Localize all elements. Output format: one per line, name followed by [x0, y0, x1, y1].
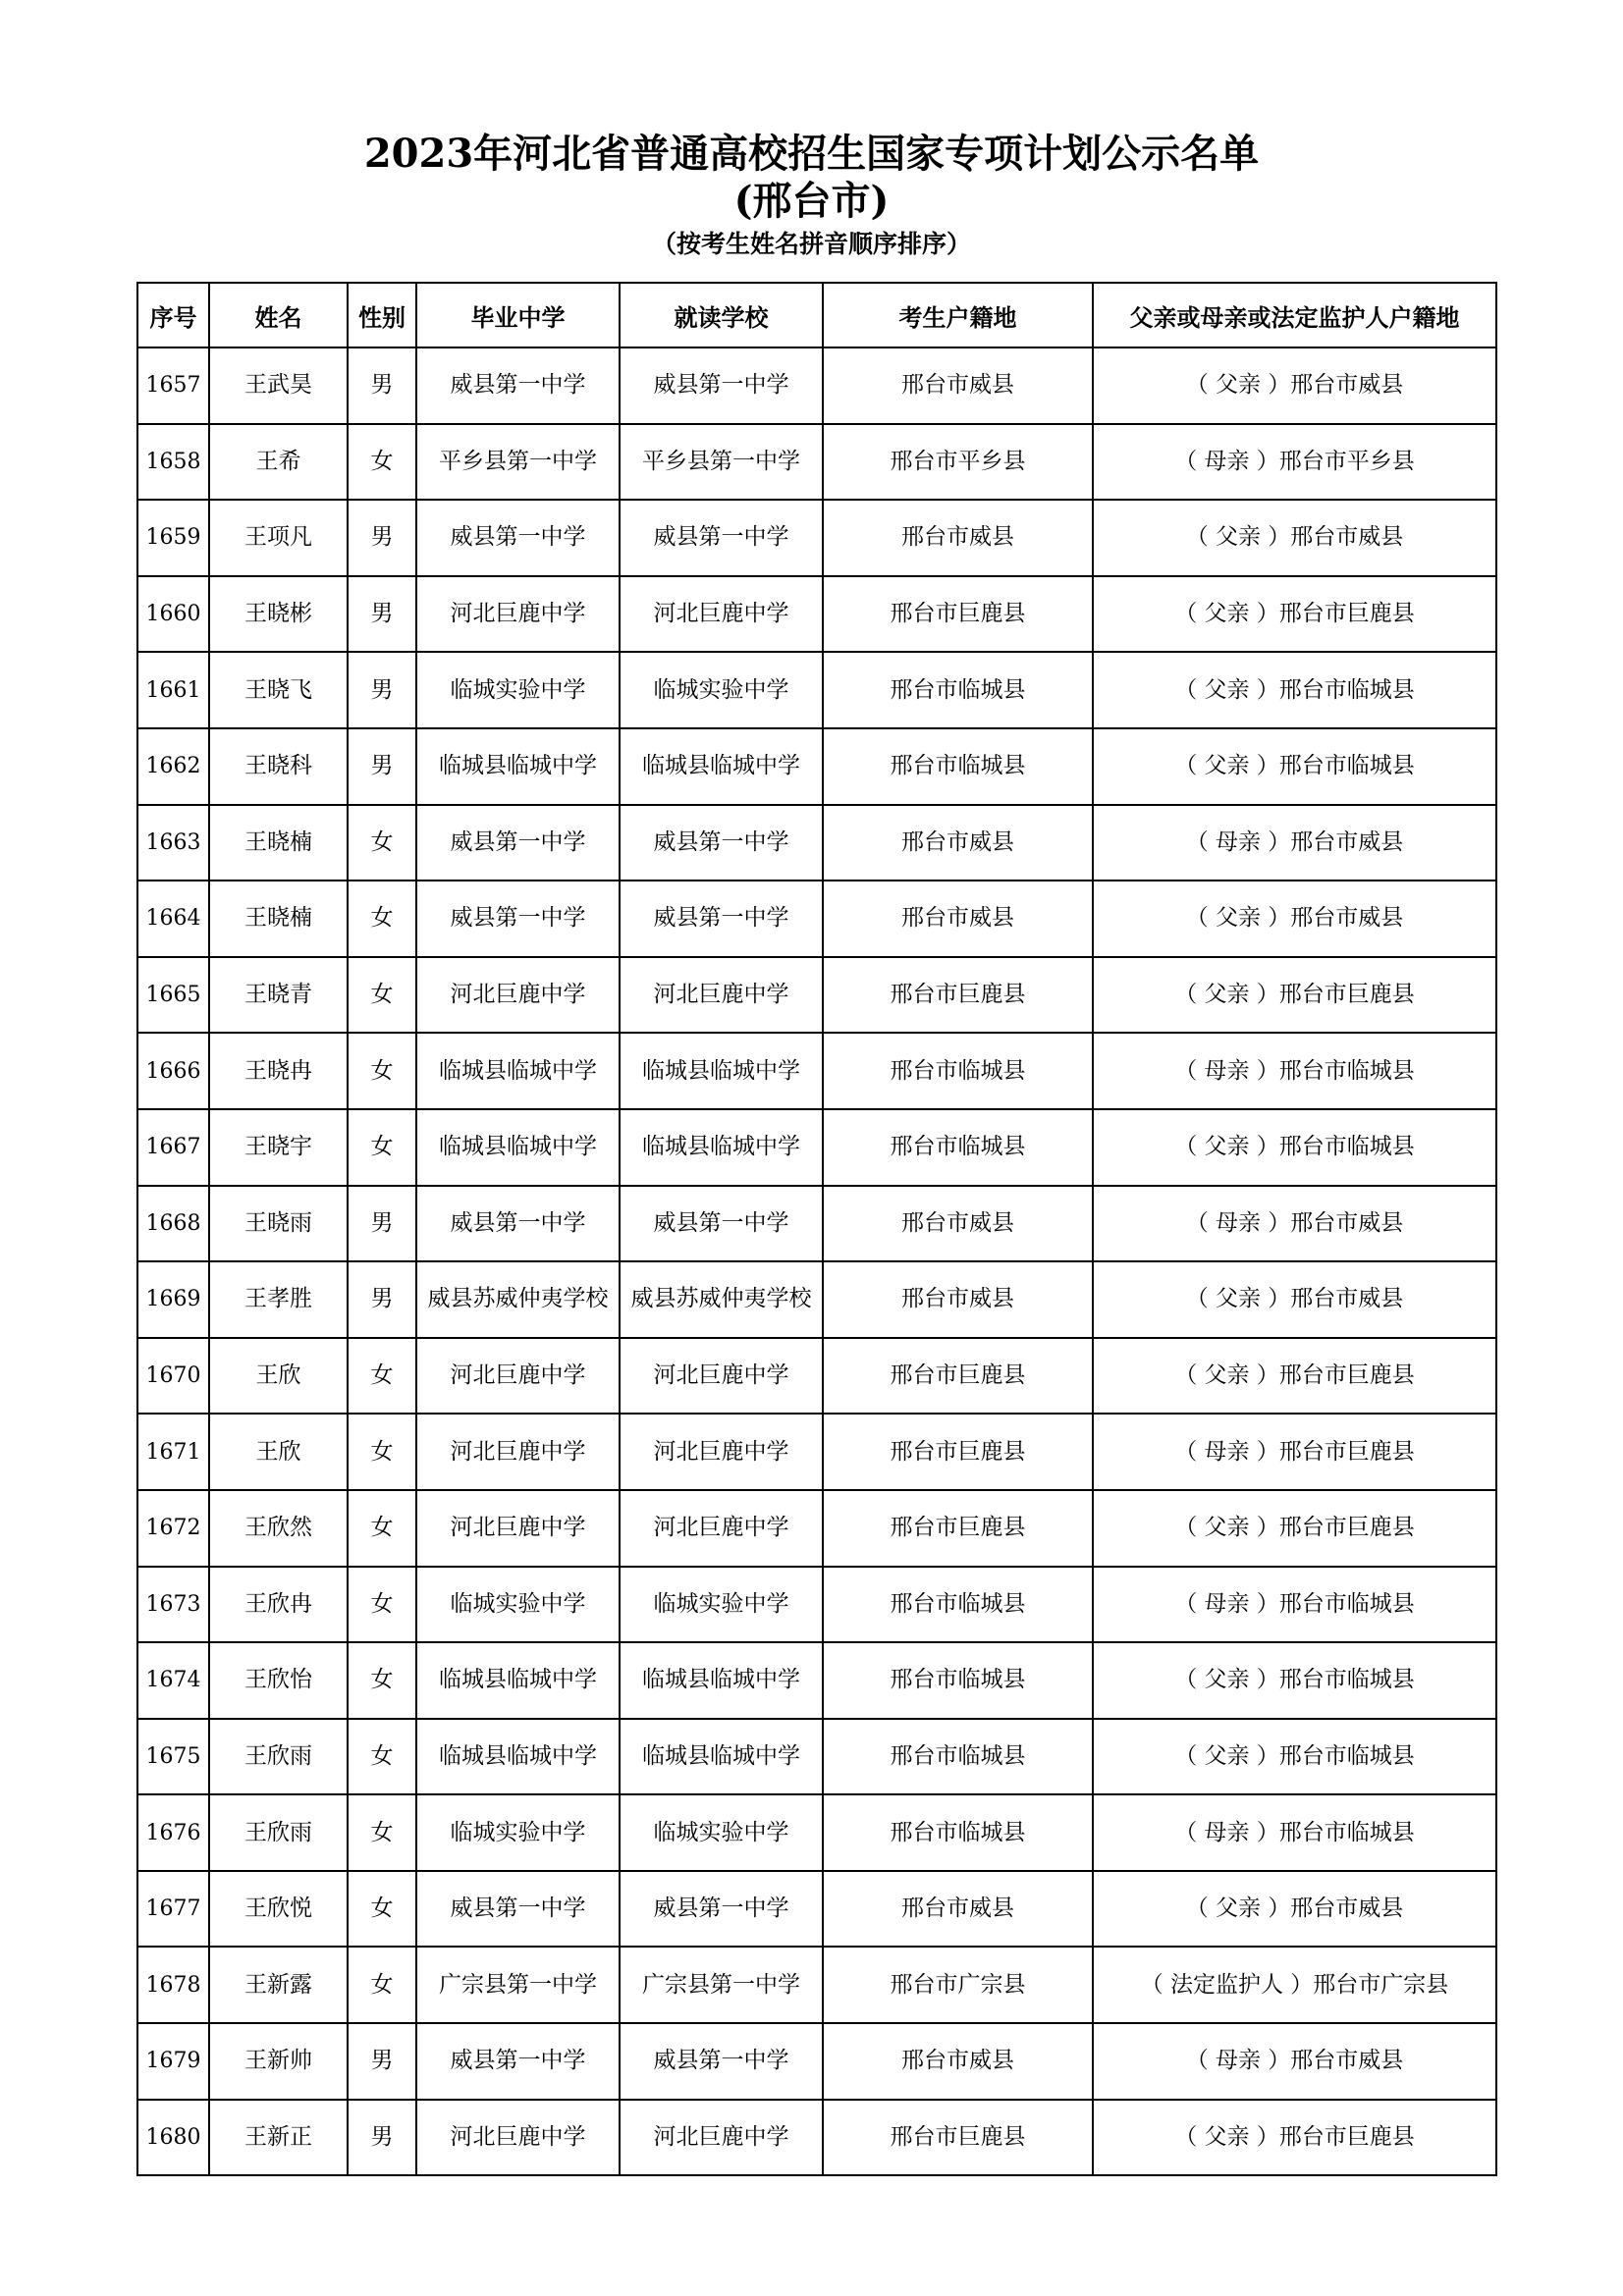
cell-graduated-school: 临城实验中学: [416, 1794, 620, 1871]
cell-gender: 女: [348, 1642, 416, 1719]
cell-name: 王欣然: [209, 1490, 348, 1567]
cell-gender: 男: [348, 576, 416, 653]
cell-current-school: 临城实验中学: [620, 652, 823, 728]
cell-no: 1667: [137, 1109, 209, 1186]
cell-current-school: 威县第一中学: [620, 1186, 823, 1262]
cell-gender: 男: [348, 1186, 416, 1262]
cell-current-school: 威县第一中学: [620, 881, 823, 957]
cell-current-school: 河北巨鹿中学: [620, 1338, 823, 1415]
cell-gender: 女: [348, 805, 416, 881]
header-name: 姓名: [209, 283, 348, 347]
cell-current-school: 临城县临城中学: [620, 1642, 823, 1719]
cell-household: 邢台市临城县: [823, 1719, 1093, 1795]
cell-household: 邢台市威县: [823, 1871, 1093, 1948]
cell-gender: 男: [348, 1261, 416, 1338]
cell-parent-household: （ 父亲 ）邢台市威县: [1093, 1871, 1496, 1948]
cell-no: 1666: [137, 1033, 209, 1109]
table-row: [137, 728, 1496, 805]
header-parent-household: 父亲或母亲或法定监护人户籍地: [1093, 283, 1496, 347]
cell-name: 王新正: [209, 2100, 348, 2176]
cell-graduated-school: 威县第一中学: [416, 1871, 620, 1948]
cell-name: 王晓科: [209, 728, 348, 805]
cell-gender: 男: [348, 652, 416, 728]
table-row: [137, 1642, 1496, 1719]
cell-name: 王欣悦: [209, 1871, 348, 1948]
cell-household: 邢台市威县: [823, 2023, 1093, 2100]
cell-graduated-school: 临城实验中学: [416, 1567, 620, 1643]
cell-household: 邢台市广宗县: [823, 1947, 1093, 2023]
cell-gender: 女: [348, 957, 416, 1034]
cell-name: 王晓宇: [209, 1109, 348, 1186]
header-graduated-school: 毕业中学: [416, 283, 620, 347]
cell-gender: 女: [348, 1947, 416, 2023]
cell-parent-household: （ 父亲 ）邢台市威县: [1093, 881, 1496, 957]
cell-parent-household: （ 母亲 ）邢台市威县: [1093, 1186, 1496, 1262]
cell-household: 邢台市威县: [823, 1261, 1093, 1338]
cell-graduated-school: 威县第一中学: [416, 881, 620, 957]
cell-parent-household: （ 父亲 ）邢台市威县: [1093, 347, 1496, 424]
cell-no: 1675: [137, 1719, 209, 1795]
cell-parent-household: （ 父亲 ）邢台市威县: [1093, 1261, 1496, 1338]
cell-parent-household: （ 母亲 ）邢台市临城县: [1093, 1567, 1496, 1643]
cell-parent-household: （ 父亲 ）邢台市威县: [1093, 500, 1496, 576]
cell-name: 王孝胜: [209, 1261, 348, 1338]
cell-no: 1677: [137, 1871, 209, 1948]
cell-graduated-school: 威县第一中学: [416, 1186, 620, 1262]
cell-gender: 男: [348, 500, 416, 576]
table-row: [137, 1338, 1496, 1415]
cell-gender: 男: [348, 347, 416, 424]
cell-graduated-school: 临城县临城中学: [416, 1719, 620, 1795]
cell-household: 邢台市平乡县: [823, 424, 1093, 501]
cell-current-school: 威县第一中学: [620, 1871, 823, 1948]
cell-graduated-school: 临城县临城中学: [416, 1033, 620, 1109]
cell-household: 邢台市巨鹿县: [823, 576, 1093, 653]
cell-parent-household: （ 父亲 ）邢台市临城县: [1093, 728, 1496, 805]
cell-name: 王项凡: [209, 500, 348, 576]
table-row: [137, 1567, 1496, 1643]
table-row: [137, 1414, 1496, 1490]
cell-household: 邢台市临城县: [823, 1109, 1093, 1186]
cell-name: 王晓楠: [209, 881, 348, 957]
cell-household: 邢台市临城县: [823, 652, 1093, 728]
cell-parent-household: （ 母亲 ）邢台市临城县: [1093, 1794, 1496, 1871]
cell-no: 1663: [137, 805, 209, 881]
cell-household: 邢台市巨鹿县: [823, 1414, 1093, 1490]
cell-current-school: 临城县临城中学: [620, 1719, 823, 1795]
roster-table: [136, 282, 1497, 2176]
cell-graduated-school: 临城县临城中学: [416, 1642, 620, 1719]
cell-gender: 女: [348, 1338, 416, 1415]
cell-parent-household: （ 母亲 ）邢台市临城县: [1093, 1033, 1496, 1109]
cell-no: 1678: [137, 1947, 209, 2023]
cell-gender: 女: [348, 424, 416, 501]
cell-graduated-school: 平乡县第一中学: [416, 424, 620, 501]
table-row: [137, 500, 1496, 576]
cell-no: 1664: [137, 881, 209, 957]
table-body: [137, 347, 1496, 2175]
header-no: 序号: [137, 283, 209, 347]
cell-graduated-school: 河北巨鹿中学: [416, 1414, 620, 1490]
table-row: [137, 2100, 1496, 2176]
cell-parent-household: （ 父亲 ）邢台市巨鹿县: [1093, 957, 1496, 1034]
cell-current-school: 威县第一中学: [620, 2023, 823, 2100]
cell-household: 邢台市威县: [823, 881, 1093, 957]
cell-gender: 女: [348, 1033, 416, 1109]
cell-no: 1659: [137, 500, 209, 576]
cell-gender: 男: [348, 728, 416, 805]
header-gender: 性别: [348, 283, 416, 347]
cell-name: 王新露: [209, 1947, 348, 2023]
cell-graduated-school: 威县第一中学: [416, 805, 620, 881]
table-row: [137, 1871, 1496, 1948]
cell-name: 王欣冉: [209, 1567, 348, 1643]
cell-graduated-school: 广宗县第一中学: [416, 1947, 620, 2023]
cell-name: 王欣: [209, 1414, 348, 1490]
cell-no: 1658: [137, 424, 209, 501]
cell-parent-household: （ 父亲 ）邢台市临城县: [1093, 1109, 1496, 1186]
cell-household: 邢台市临城县: [823, 1642, 1093, 1719]
cell-name: 王晓飞: [209, 652, 348, 728]
table-row: [137, 805, 1496, 881]
cell-household: 邢台市巨鹿县: [823, 2100, 1093, 2176]
cell-graduated-school: 威县第一中学: [416, 500, 620, 576]
table-row: [137, 1186, 1496, 1262]
cell-parent-household: （ 父亲 ）邢台市临城县: [1093, 1719, 1496, 1795]
cell-name: 王希: [209, 424, 348, 501]
table-row: [137, 1109, 1496, 1186]
cell-name: 王晓青: [209, 957, 348, 1034]
cell-name: 王欣雨: [209, 1719, 348, 1795]
table-row: [137, 652, 1496, 728]
cell-current-school: 威县第一中学: [620, 500, 823, 576]
cell-current-school: 临城县临城中学: [620, 1033, 823, 1109]
table-row: [137, 347, 1496, 424]
cell-graduated-school: 威县苏威仲夷学校: [416, 1261, 620, 1338]
cell-parent-household: （ 母亲 ）邢台市威县: [1093, 805, 1496, 881]
table-row: [137, 1261, 1496, 1338]
cell-parent-household: （ 父亲 ）邢台市巨鹿县: [1093, 2100, 1496, 2176]
cell-current-school: 河北巨鹿中学: [620, 2100, 823, 2176]
cell-household: 邢台市临城县: [823, 1794, 1093, 1871]
table-row: [137, 1947, 1496, 2023]
cell-household: 邢台市威县: [823, 347, 1093, 424]
cell-gender: 女: [348, 1794, 416, 1871]
cell-no: 1671: [137, 1414, 209, 1490]
cell-name: 王晓彬: [209, 576, 348, 653]
cell-graduated-school: 河北巨鹿中学: [416, 2100, 620, 2176]
cell-parent-household: （ 母亲 ）邢台市威县: [1093, 2023, 1496, 2100]
cell-graduated-school: 河北巨鹿中学: [416, 576, 620, 653]
table-row: [137, 1033, 1496, 1109]
table-row: [137, 1794, 1496, 1871]
header-household: 考生户籍地: [823, 283, 1093, 347]
cell-name: 王晓雨: [209, 1186, 348, 1262]
cell-household: 邢台市威县: [823, 1186, 1093, 1262]
cell-gender: 女: [348, 1871, 416, 1948]
cell-household: 邢台市巨鹿县: [823, 957, 1093, 1034]
table-row: [137, 576, 1496, 653]
cell-household: 邢台市临城县: [823, 728, 1093, 805]
cell-no: 1672: [137, 1490, 209, 1567]
cell-household: 邢台市威县: [823, 500, 1093, 576]
cell-current-school: 河北巨鹿中学: [620, 1490, 823, 1567]
table-row: [137, 957, 1496, 1034]
cell-no: 1661: [137, 652, 209, 728]
cell-graduated-school: 临城实验中学: [416, 652, 620, 728]
cell-graduated-school: 威县第一中学: [416, 347, 620, 424]
header-current-school: 就读学校: [620, 283, 823, 347]
cell-household: 邢台市临城县: [823, 1033, 1093, 1109]
cell-gender: 女: [348, 1719, 416, 1795]
cell-parent-household: （ 父亲 ）邢台市巨鹿县: [1093, 1338, 1496, 1415]
cell-graduated-school: 河北巨鹿中学: [416, 1338, 620, 1415]
cell-name: 王欣雨: [209, 1794, 348, 1871]
cell-gender: 女: [348, 1414, 416, 1490]
cell-current-school: 河北巨鹿中学: [620, 1414, 823, 1490]
cell-name: 王欣: [209, 1338, 348, 1415]
cell-parent-household: （ 母亲 ）邢台市巨鹿县: [1093, 1414, 1496, 1490]
cell-gender: 男: [348, 2023, 416, 2100]
cell-household: 邢台市威县: [823, 805, 1093, 881]
cell-gender: 男: [348, 2100, 416, 2176]
cell-name: 王新帅: [209, 2023, 348, 2100]
cell-no: 1679: [137, 2023, 209, 2100]
cell-graduated-school: 临城县临城中学: [416, 1109, 620, 1186]
cell-parent-household: （ 父亲 ）邢台市临城县: [1093, 1642, 1496, 1719]
cell-gender: 女: [348, 881, 416, 957]
table-row: [137, 1490, 1496, 1567]
cell-current-school: 广宗县第一中学: [620, 1947, 823, 2023]
cell-name: 王欣怡: [209, 1642, 348, 1719]
cell-household: 邢台市巨鹿县: [823, 1490, 1093, 1567]
cell-graduated-school: 河北巨鹿中学: [416, 957, 620, 1034]
cell-name: 王晓楠: [209, 805, 348, 881]
document-subtitle: （按考生姓名拼音顺序排序）: [651, 230, 971, 258]
cell-name: 王晓冉: [209, 1033, 348, 1109]
cell-gender: 女: [348, 1490, 416, 1567]
table-row: [137, 881, 1496, 957]
cell-no: 1665: [137, 957, 209, 1034]
cell-parent-household: （ 父亲 ）邢台市巨鹿县: [1093, 576, 1496, 653]
table-header-row: [137, 283, 1496, 347]
cell-current-school: 临城县临城中学: [620, 1109, 823, 1186]
table-row: [137, 2023, 1496, 2100]
cell-gender: 女: [348, 1109, 416, 1186]
cell-no: 1657: [137, 347, 209, 424]
document-title: 2023年河北省普通高校招生国家专项计划公示名单: [363, 131, 1260, 177]
cell-household: 邢台市临城县: [823, 1567, 1093, 1643]
cell-current-school: 河北巨鹿中学: [620, 576, 823, 653]
cell-no: 1680: [137, 2100, 209, 2176]
cell-graduated-school: 威县第一中学: [416, 2023, 620, 2100]
cell-current-school: 威县苏威仲夷学校: [620, 1261, 823, 1338]
document-city: (邢台市): [733, 178, 890, 224]
cell-parent-household: （ 母亲 ）邢台市平乡县: [1093, 424, 1496, 501]
table-row: [137, 1719, 1496, 1795]
cell-no: 1662: [137, 728, 209, 805]
cell-graduated-school: 河北巨鹿中学: [416, 1490, 620, 1567]
cell-current-school: 平乡县第一中学: [620, 424, 823, 501]
cell-no: 1669: [137, 1261, 209, 1338]
cell-parent-household: （ 法定监护人 ）邢台市广宗县: [1093, 1947, 1496, 2023]
cell-current-school: 临城实验中学: [620, 1794, 823, 1871]
cell-parent-household: （ 父亲 ）邢台市巨鹿县: [1093, 1490, 1496, 1567]
cell-no: 1673: [137, 1567, 209, 1643]
cell-current-school: 威县第一中学: [620, 805, 823, 881]
cell-no: 1676: [137, 1794, 209, 1871]
cell-current-school: 临城县临城中学: [620, 728, 823, 805]
cell-no: 1668: [137, 1186, 209, 1262]
cell-no: 1674: [137, 1642, 209, 1719]
cell-gender: 女: [348, 1567, 416, 1643]
cell-parent-household: （ 父亲 ）邢台市临城县: [1093, 652, 1496, 728]
cell-name: 王武昊: [209, 347, 348, 424]
cell-graduated-school: 临城县临城中学: [416, 728, 620, 805]
cell-current-school: 河北巨鹿中学: [620, 957, 823, 1034]
cell-household: 邢台市巨鹿县: [823, 1338, 1093, 1415]
cell-current-school: 威县第一中学: [620, 347, 823, 424]
cell-no: 1660: [137, 576, 209, 653]
table-row: [137, 424, 1496, 501]
cell-current-school: 临城实验中学: [620, 1567, 823, 1643]
cell-no: 1670: [137, 1338, 209, 1415]
